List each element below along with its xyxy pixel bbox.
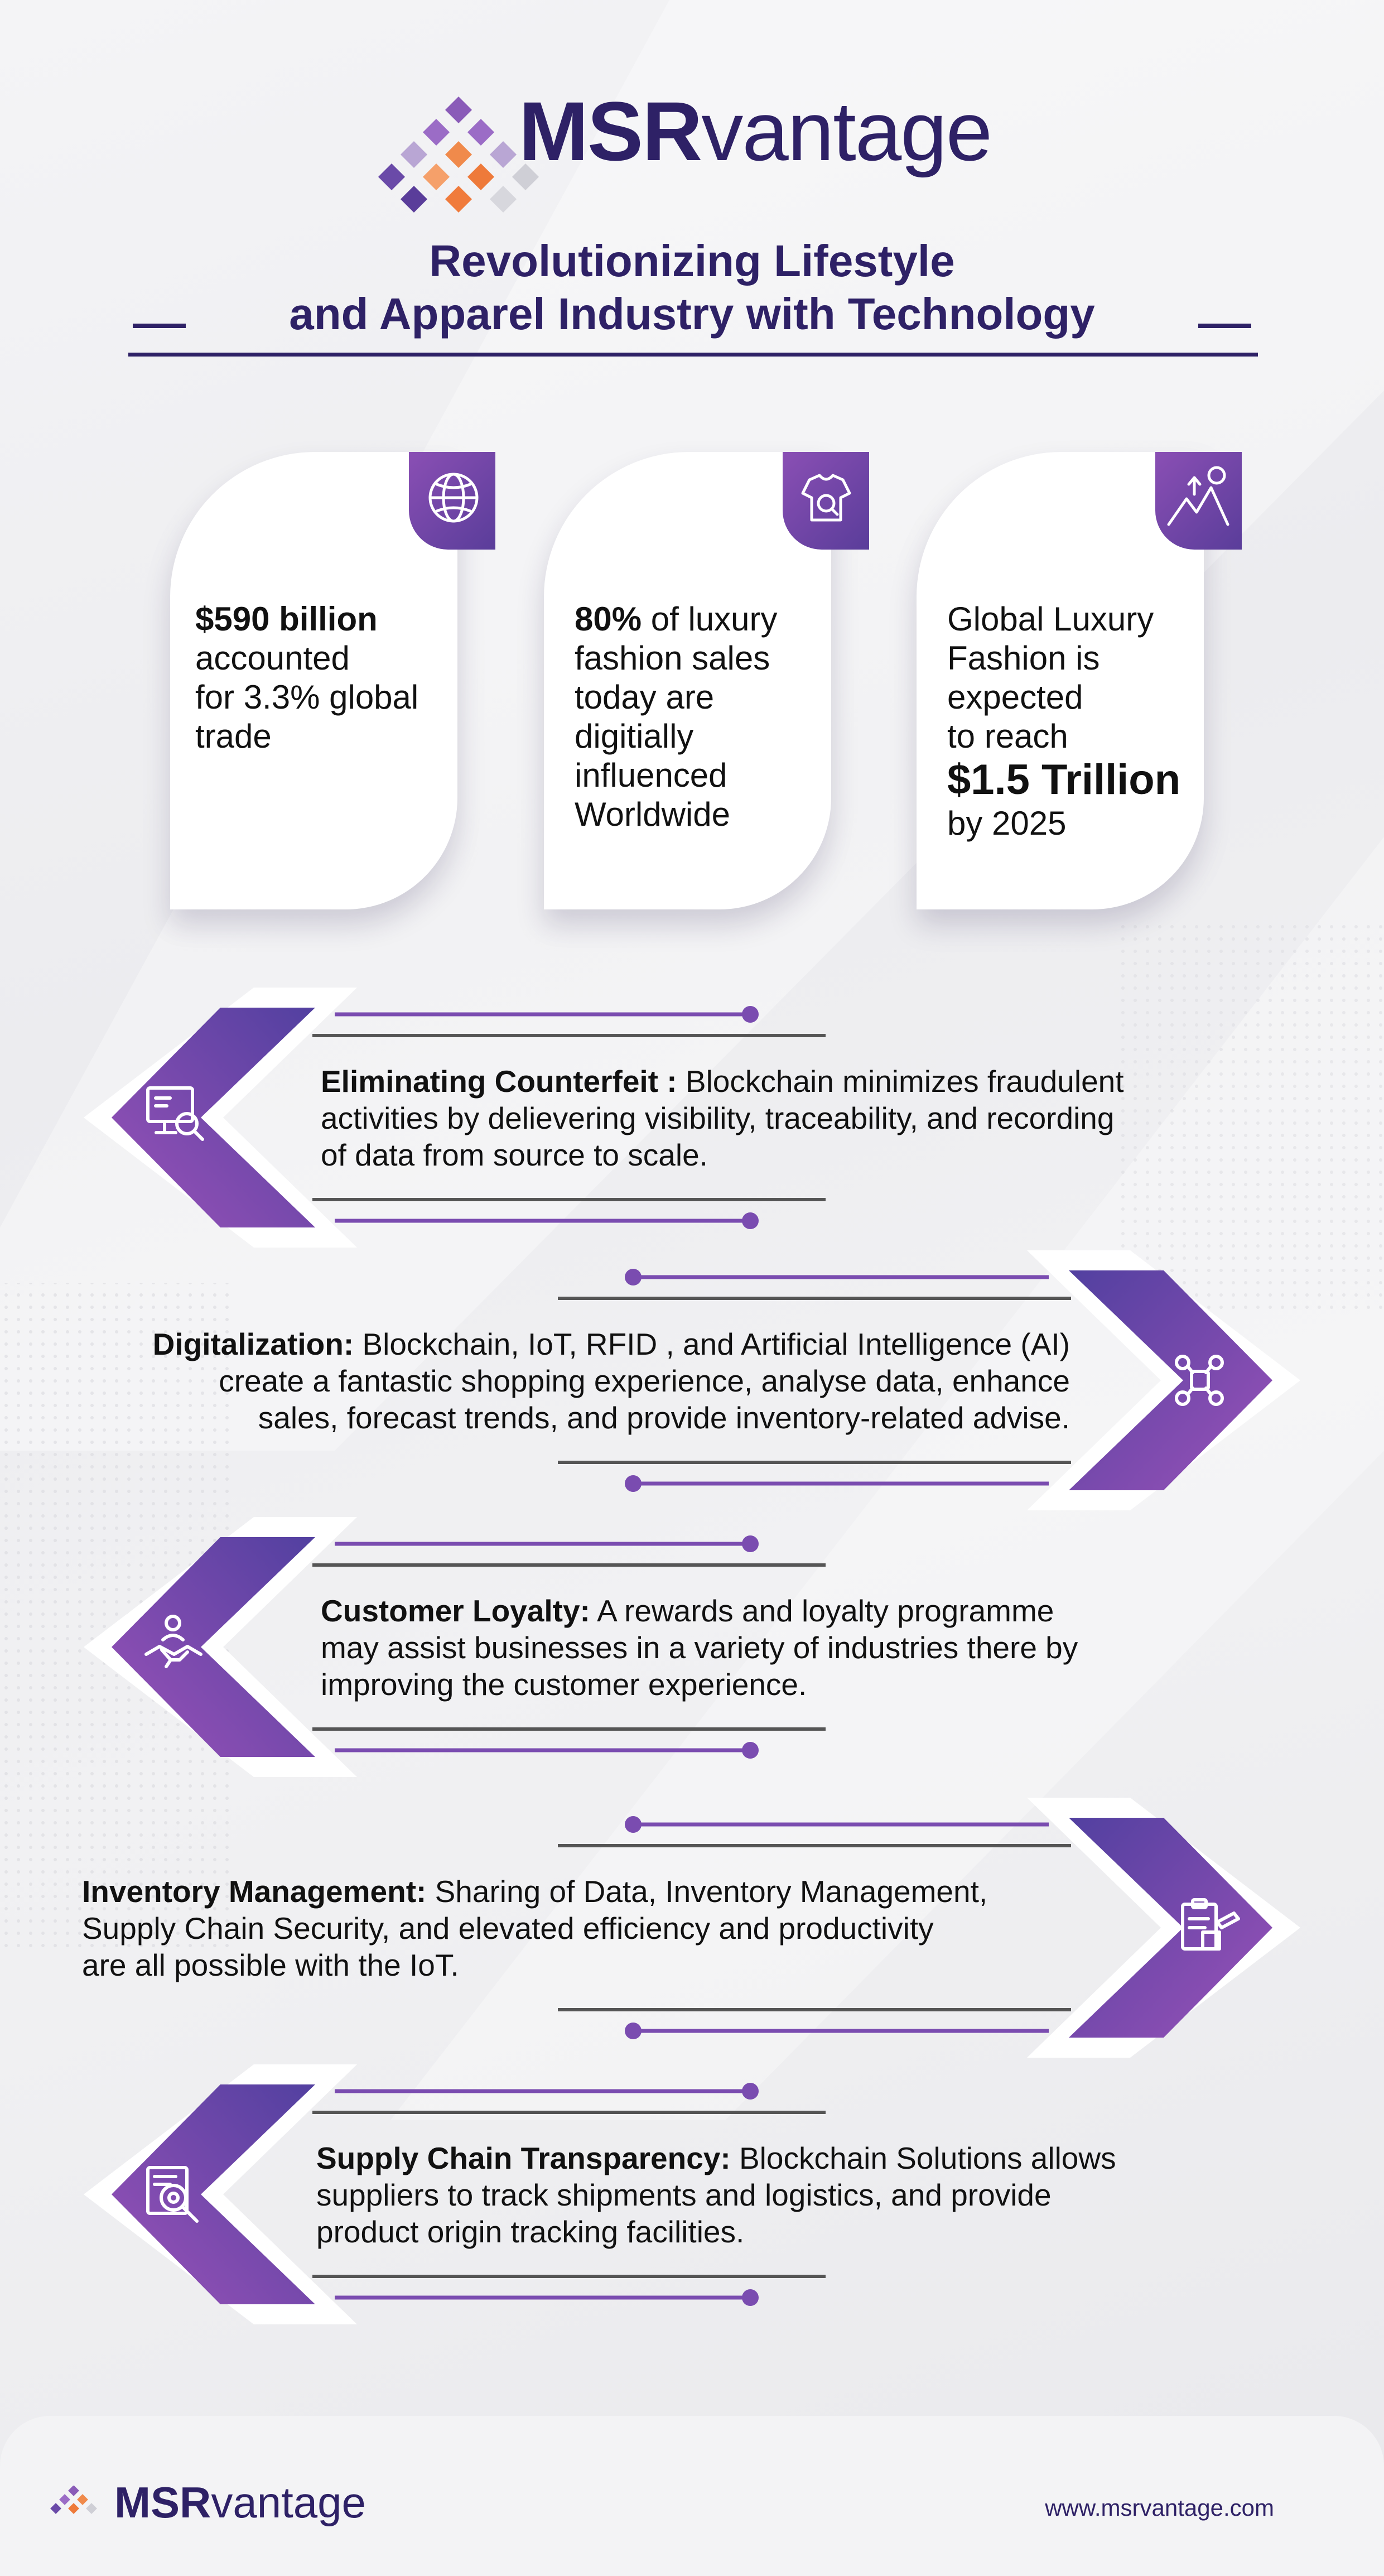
footer-brand-light: vantage <box>211 2478 366 2527</box>
feature-title: Inventory Management: <box>82 1874 427 1909</box>
feature-line: may assist businesses in a variety of industries there by <box>321 1630 1078 1665</box>
feature-line: Blockchain Solutions allows <box>730 2141 1116 2175</box>
stat-2-line: fashion sales <box>575 639 770 677</box>
stat-2-line: digitially <box>575 718 694 755</box>
logo-mark <box>378 97 539 213</box>
feature-line: Sharing of Data, Inventory Management, <box>426 1874 988 1909</box>
footer-logo-mark <box>45 2486 106 2519</box>
brand-name-bold: MSR <box>519 84 702 178</box>
feature-title: Digitalization: <box>152 1327 354 1361</box>
stat-1-line: for 3.3% global <box>195 678 419 716</box>
stat-1-line: trade <box>195 718 272 755</box>
stat-2-line: influenced <box>575 757 727 794</box>
feature-digitalization <box>153 1326 1070 1436</box>
stat-2-line: Worldwide <box>575 796 730 833</box>
growth-chart-icon <box>1155 452 1242 550</box>
feature-customer-loyalty <box>321 1592 1078 1703</box>
feature-line: Supply Chain Security, and elevated efficiency and productivity <box>82 1911 934 1946</box>
feature-inventory-management <box>82 1873 987 1983</box>
digital-fashion-icon <box>783 452 869 550</box>
stat-3-bold: $1.5 Trillion <box>947 756 1181 803</box>
title-dash-right <box>1198 324 1251 328</box>
stat-2-text <box>575 600 778 834</box>
feature-line: suppliers to track shipments and logistics, and provide <box>316 2178 1052 2212</box>
stat-2-first-rest: of luxury <box>642 600 778 638</box>
stat-1-line: accounted <box>195 639 350 677</box>
dot-pattern-right <box>1116 921 1384 1311</box>
title-dash-left <box>133 324 186 328</box>
feature-line: A rewards and loyalty programme <box>590 1593 1054 1628</box>
title-underline <box>128 353 1258 357</box>
stat-card-3-badge <box>1155 452 1242 550</box>
website-link[interactable]: www.msrvantage.com <box>1045 2495 1274 2521</box>
global-trade-icon <box>409 452 495 550</box>
page-title-line-2: and Apparel Industry with Technology <box>289 289 1095 339</box>
feature-line: Blockchain minimizes fraudulent <box>677 1064 1124 1099</box>
stat-3-line: Global Luxury <box>947 600 1154 638</box>
feature-line: are all possible with the IoT. <box>82 1948 459 1982</box>
stat-3-line: expected <box>947 678 1083 716</box>
stat-1-text <box>195 600 418 756</box>
feature-line: product origin tracking facilities. <box>316 2214 745 2249</box>
feature-line: sales, forecast trends, and provide inventory-related advise. <box>258 1400 1070 1435</box>
stat-card-2-badge <box>783 452 869 550</box>
feature-title: Supply Chain Transparency: <box>316 2141 731 2175</box>
stat-2-bold: 80% <box>575 600 642 638</box>
feature-supply-chain-transparency <box>316 2140 1116 2250</box>
feature-line: activities by delievering visibility, traceability, and recording <box>321 1101 1115 1135</box>
feature-line: of data from source to scale. <box>321 1138 708 1172</box>
feature-line: create a fantastic shopping experience, analyse data, enhance <box>219 1364 1070 1398</box>
stat-2-line: today are <box>575 678 715 716</box>
feature-title: Eliminating Counterfeit : <box>321 1064 677 1099</box>
brand-logo <box>519 84 992 178</box>
stat-card-1-badge <box>409 452 495 550</box>
stat-3-line: by 2025 <box>947 805 1067 842</box>
stat-3-line: to reach <box>947 718 1068 755</box>
feature-line: improving the customer experience. <box>321 1667 807 1702</box>
stat-3-line: Fashion is <box>947 639 1100 677</box>
stat-3-text <box>947 600 1180 843</box>
feature-title: Customer Loyalty: <box>321 1593 590 1628</box>
footer-brand-bold: MSR <box>114 2478 211 2527</box>
stat-1-bold: $590 billion <box>195 600 378 638</box>
footer-brand <box>114 2480 366 2525</box>
feature-eliminating-counterfeit <box>321 1063 1124 1173</box>
page-title-line-1: Revolutionizing Lifestyle <box>429 236 955 286</box>
feature-line: Blockchain, IoT, RFID , and Artificial Intelligence (AI) <box>354 1327 1070 1361</box>
brand-name-light: vantage <box>701 84 992 178</box>
